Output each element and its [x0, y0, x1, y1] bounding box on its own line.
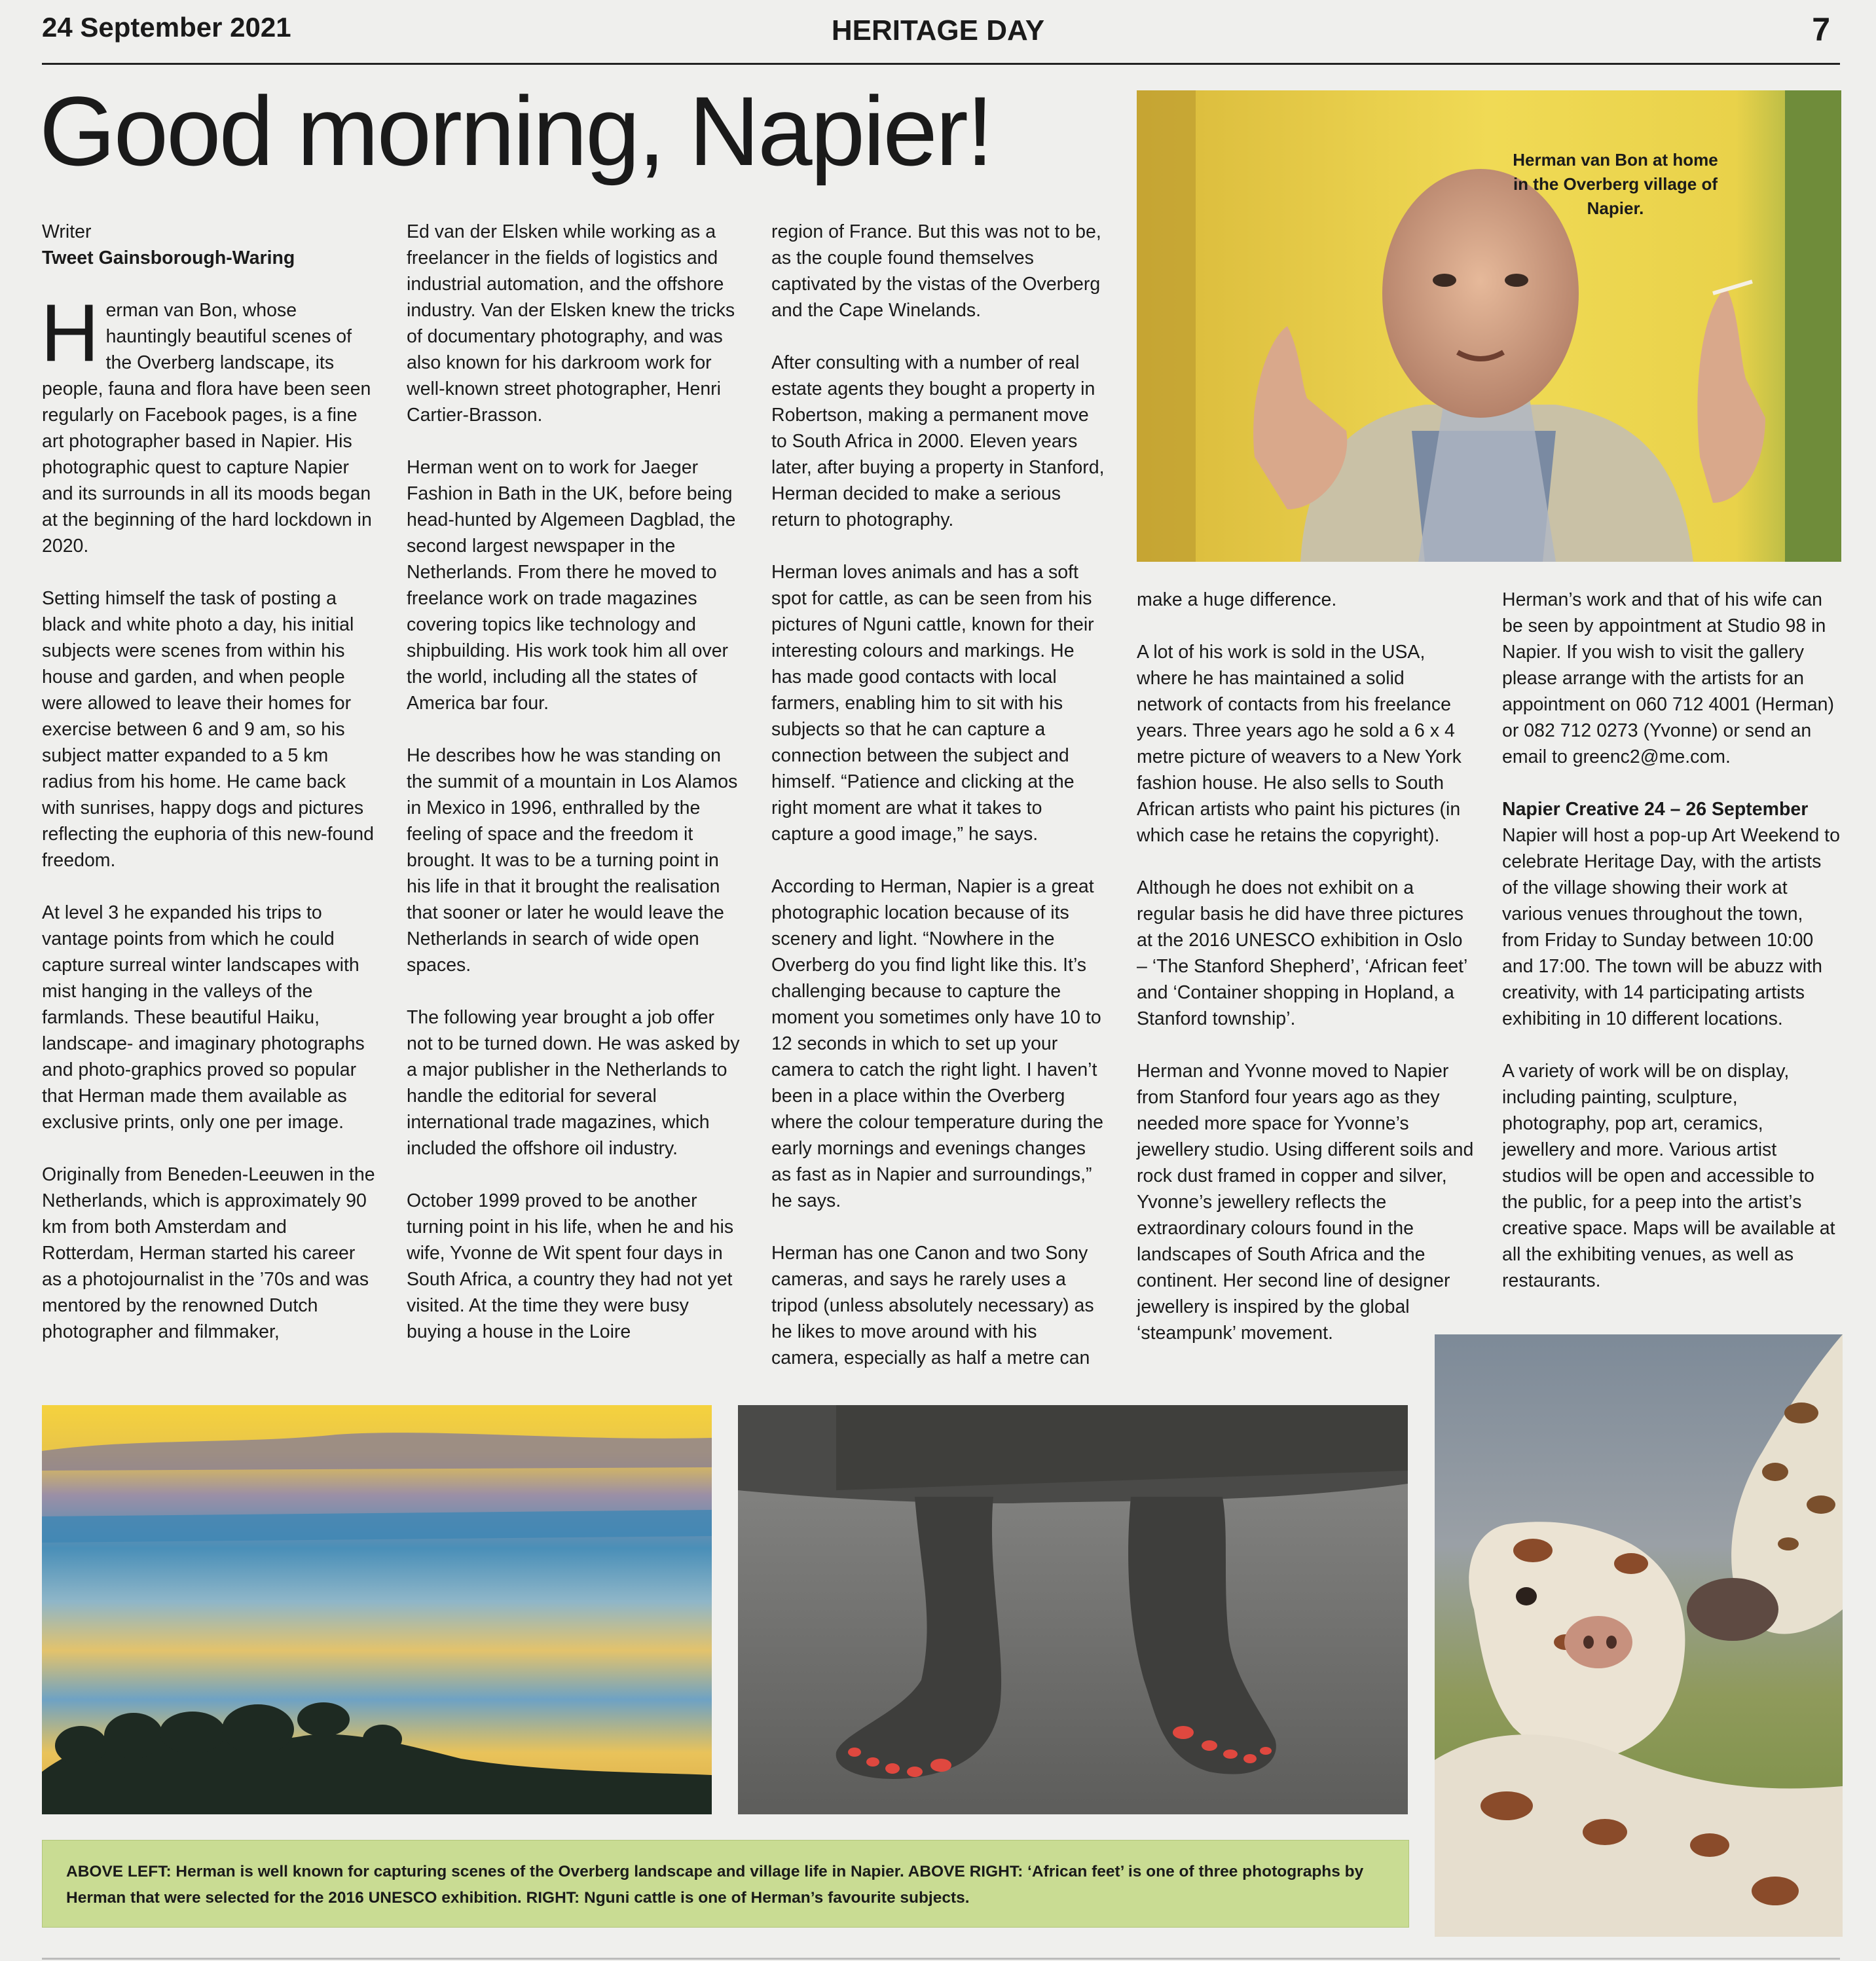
issue-date: 24 September 2021: [42, 12, 291, 43]
paragraph: A variety of work will be on display, including painting, sculpture, photography, pop art, ceramics, jewellery and more. Various artist studios will be open and accessible to the public, for a peep into the artist’s creative space. Maps will be available at all the exhibiting venues, as well as restaurants.: [1502, 1061, 1835, 1291]
byline-label: Writer: [42, 221, 92, 242]
photo-caption-box: ABOVE LEFT: Herman is well known for capturing scenes of the Overberg landscape and village life in Napier. ABOVE RIGHT: ‘African feet’ is one of three photographs by Herman that were selected for the 2016 UNESCO exhibition. RIGHT: Nguni cattle is one of Herman’s favourite subjects.: [42, 1840, 1409, 1928]
portrait-photo: [1137, 90, 1841, 562]
landscape-photo-image: [42, 1405, 712, 1814]
paragraph: Ed van der Elsken while working as a freelancer in the fields of logistics and industrial automation, and the offshore industry. Van der Elsken knew the tricks of documentary photography, and was also known for his darkroom work for well-known street photographer, Henri Cartier-Brasson.: [407, 221, 735, 426]
paragraph: Originally from Beneden-Leeuwen in the Netherlands, which is approximately 90 km from both Amsterdam and Rotterdam, Herman started his career as a photojournalist in the ’70s and was mentored by the renowned Dutch photographer and filmmaker,: [42, 1164, 375, 1342]
paragraph: Although he does not exhibit on a regular basis he did have three pictures at the 2016 UNESCO exhibition in Oslo – ‘The Stanford Shepherd’, ‘African feet’ and ‘Container shopping in Hopland, a Stanford township’.: [1137, 877, 1467, 1029]
subheading: Napier Creative 24 – 26 September: [1502, 799, 1809, 820]
byline: [42, 219, 380, 271]
paragraph: Herman has one Canon and two Sony cameras, and says he rarely uses a tripod (unless absolutely necessary) as he likes to move around with his camera, especially as half a metre can: [771, 1243, 1094, 1368]
article-column-4: [1137, 587, 1475, 1346]
paragraph: Herman and Yvonne moved to Napier from Stanford four years ago as they needed more space for Yvonne’s jewellery studio. Using different soils and rock dust framed in copper and silver, Yvonne’s jewellery reflects the extraordinary colours found in the landscapes of South Africa and the continent. Her second line of designer jewellery is inspired by the global ‘steampunk’ movement.: [1137, 1061, 1474, 1344]
paragraph: October 1999 proved to be another turning point in his life, when he and his wife, Yvonne de Wit spent four days in South Africa, a country they had not yet visited. At the time they were busy buying a house in the Loire: [407, 1190, 734, 1342]
nguni-cattle-photo-image: [1435, 1334, 1843, 1937]
african-feet-photo: [738, 1405, 1408, 1814]
byline-author: Tweet Gainsborough-Waring: [42, 247, 295, 268]
article-column-5: [1502, 587, 1840, 1294]
paragraph: The following year brought a job offer not to be turned down. He was asked by a major publisher in the Netherlands to handle the editorial for several international trade magazines, which included the offshore oil industry.: [407, 1007, 740, 1159]
paragraph: He describes how he was standing on the summit of a mountain in Los Alamos in Mexico in 1996, enthralled by the feeling of space and the freedom it brought. It was to be a turning point in his life in that it brought the realisation that sooner or later he would leave the Netherlands in search of wide open spaces.: [407, 745, 738, 976]
paragraph: [1502, 796, 1840, 1032]
page-number: 7: [1812, 11, 1830, 48]
paragraph: After consulting with a number of real estate agents they bought a property in Robertson, making a permanent move to South Africa in 2000. Eleven years later, after buying a property in Stanford, Herman decided to make a serious return to photography.: [771, 352, 1105, 530]
drop-cap: H: [41, 288, 100, 378]
paragraph: At level 3 he expanded his trips to vantage points from which he could capture surreal winter landscapes with mist hanging in the valleys of the farmlands. These beautiful Haiku, landscape- and imaginary photographs and photo-graphics proved so popular that Herman made them available as exclusive prints, only one per image.: [42, 902, 365, 1133]
paragraph: A lot of his work is sold in the USA, where he has maintained a solid network of contacts from his freelance years. Three years ago he sold a 6 x 4 metre picture of weavers to a New York fashion house. He also sells to South African artists who paint his pictures (in which case he retains the copyright).: [1137, 642, 1462, 846]
paragraph-text: erman van Bon, whose hauntingly beautiful scenes of the Overberg landscape, its people, fauna and flora have been seen regularly on Facebook pages, is a fine art photographer based in Napier. His photographic quest to capture Napier and its surrounds in all its moods began at the beginning of the hard lockdown in 2020.: [42, 300, 372, 557]
paragraph: According to Herman, Napier is a great photographic location because of its scenery and light. “Nowhere in the Overberg do you find light like this. It’s challenging because to capture the moment you sometimes only have 10 to 12 seconds in which to set up your camera to catch the right light. I haven’t been in a place within the Overberg where the colour temperature during the early mornings and evenings changes as fast as in Napier and surroundings,” he says.: [771, 876, 1103, 1211]
paragraph: Herman loves animals and has a soft spot for cattle, as can be seen from his pictures of Nguni cattle, known for their interesting colours and markings. He has made good contacts with local farmers, enabling him to sit with his subjects so that he can capture a connection between the subject and himself. “Patience and clicking at the right moment are what it takes to capture a good image,” he says.: [771, 562, 1094, 845]
paragraph: Setting himself the task of posting a black and white photo a day, his initial subjects were scenes from within his house and garden, and when people were allowed to leave their homes for exercise between 6 and 9 am, so his subject matter expanded to a 5 km radius from his home. He came back with sunrises, happy dogs and pictures reflecting the euphoria of this new-found freedom.: [42, 588, 374, 871]
paragraph: region of France. But this was not to be, as the couple found themselves captivated by the vistas of the Overberg and the Cape Winelands.: [771, 221, 1101, 321]
portrait-photo-image: [1137, 90, 1841, 562]
section-title: HERITAGE DAY: [831, 14, 1045, 46]
article-column-3: [771, 219, 1109, 1371]
headline: Good morning, Napier!: [39, 76, 992, 186]
article-column-1: [42, 219, 380, 1345]
landscape-photo: [42, 1405, 712, 1814]
paragraph: make a huge difference.: [1137, 589, 1337, 610]
paragraph-text: Napier will host a pop-up Art Weekend to celebrate Heritage Day, with the artists of the village showing their work at various venues throughout the town, from Friday to Sunday between 10:00 and 17:00. The town will be abuzz with creativity, with 14 participating artists exhibiting in 10 different locations.: [1502, 825, 1840, 1029]
article-column-2: [407, 219, 745, 1345]
nguni-cattle-photo: [1435, 1334, 1843, 1937]
paragraph: [41, 288, 380, 559]
header-rule: [42, 63, 1840, 65]
paragraph: Herman went on to work for Jaeger Fashion in Bath in the UK, before being head-hunted by Algemeen Dagblad, the second largest newspaper in the Netherlands. From there he moved to freelance work on trade magazines covering topics like technology and shipbuilding. His work took him all over the world, including all the states of America bar four.: [407, 457, 736, 714]
paragraph: Herman’s work and that of his wife can be seen by appointment at Studio 98 in Napier. If you wish to visit the gallery please arrange with the artists for an appointment on 060 712 4001 (Herman) or 082 712 0273 (Yvonne) or send an email to greenc2@me.com.: [1502, 589, 1835, 767]
african-feet-photo-image: [738, 1405, 1408, 1814]
portrait-caption: Herman van Bon at home in the Overberg village of Napier.: [1513, 150, 1718, 218]
footer-rule: [42, 1958, 1840, 1960]
